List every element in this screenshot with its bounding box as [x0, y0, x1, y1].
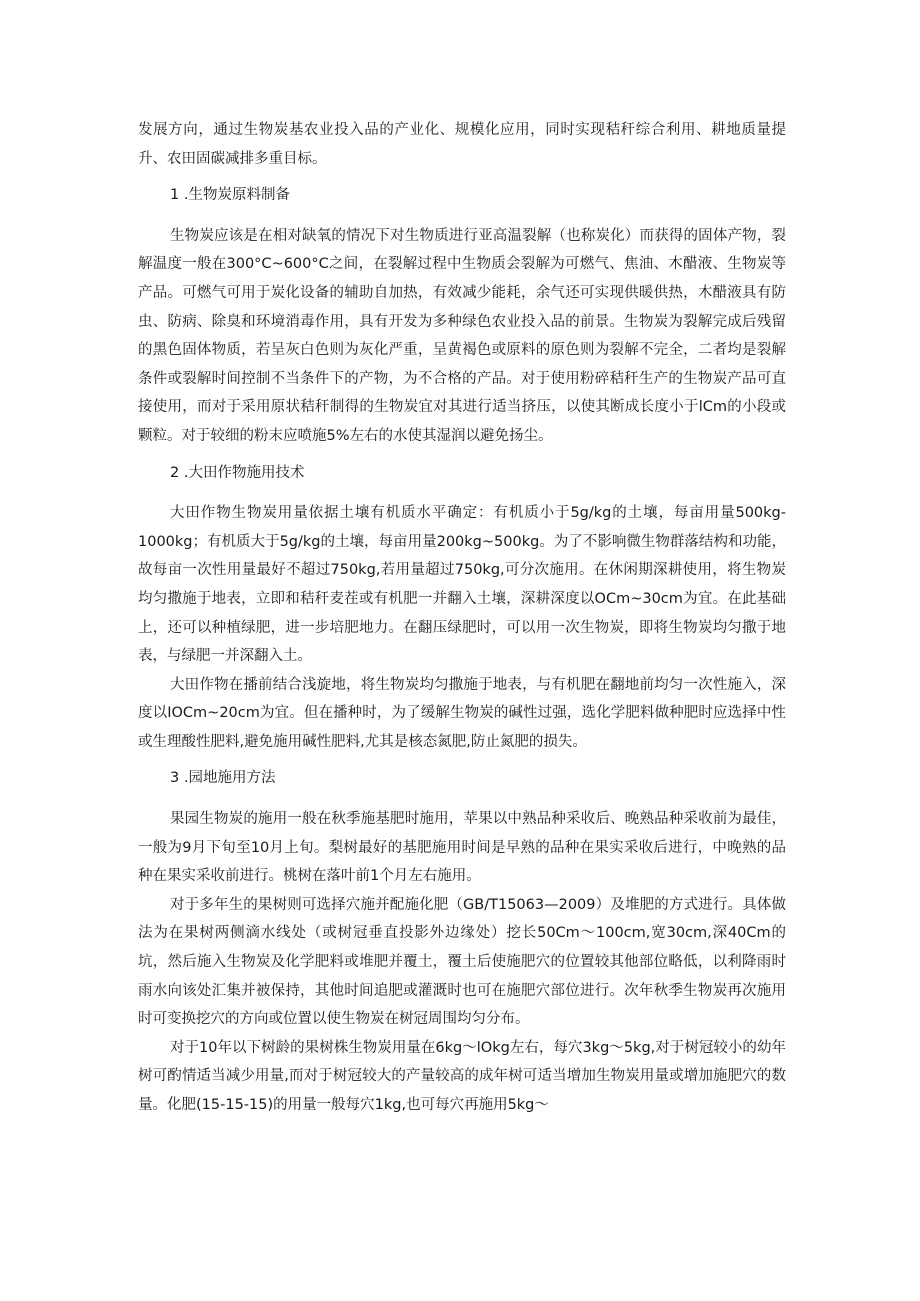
section-heading-1: 1 .生物炭原料制备: [170, 187, 290, 204]
paragraph-biochar-preparation: 生物炭应该是在相对缺氧的情况下对生物质进行亚高温裂解（也称炭化）而获得的固体产物，裂解温度一般在300°C~600°C之间，在裂解过程中生物质会裂解为可燃气、焦油、木醋液、生物炭等产品。可燃气可用于炭化设备的辅助自加热，有效减少能耗，余气还可实现供暖供热，木醋液具有防虫、防病、除臭和环境消毒作用，具有开发为多种绿色农业投入品的前景。生物炭为裂解完成后残留的黑色固体物质，若呈灰白色则为灰化严重，呈黄褐色或原料的原色则为裂解不完全，二者均是裂解条件或裂解时间控制不当条件下的产物，为不合格的产品。对于使用粉碎秸秆生产的生物炭产品可直接使用，而对于采用原状秸秆制得的生物炭宜对其进行适当挤压，以使其断成长度小于lCm的小段或颗粒。对于较细的粉末应喷施5%左右的水使其湿润以避免扬尘。: [138, 227, 786, 444]
paragraph-intro: 发展方向，通过生物炭基农业投入品的产业化、规模化应用，同时实现秸秆综合利用、耕地质量提升、农田固碳减排多重目标。: [138, 122, 786, 167]
paragraph-field-sowing: 大田作物在播前结合浅旋地，将生物炭均匀撒施于地表，与有机肥在翻地前均匀一次性施入，深度以IOCm~20cm为宜。但在播种时，为了缓解生物炭的碱性过强，选化学肥料做种肥时应选择中性或生理酸性肥料,避免施用碱性肥料,尤其是核态氮肥,防止氮肥的损失。: [138, 676, 786, 750]
paragraph-orchard-timing: 果园生物炭的施用一般在秋季施基肥时施用，苹果以中熟品种采收后、晚熟品种采收前为最佳，一般为9月下旬至10月上旬。梨树最好的基肥施用时间是早熟的品种在果实采收后进行，中晚熟的品种在果实采收前进行。桃树在落叶前1个月左右施用。: [138, 811, 786, 885]
paragraph-orchard-method: 对于多年生的果树则可选择穴施并配施化肥（GB/T15063—2009）及堆肥的方式进行。具体做法为在果树两侧滴水线处（或树冠垂直投影外边缘处）挖长50Cm～100cm,宽30cm,深40Cm的坑，然后施入生物炭及化学肥料或堆肥并覆土，覆土后使施肥穴的位置较其他部位略低，以利降雨时雨水向该处汇集并被保持，其他时间追肥或灌溉时也可在施肥穴部位进行。次年秋季生物炭再次施用时可变换挖穴的方向或位置以使生物炭在树冠周围均匀分布。: [138, 896, 786, 1028]
document-page: [138, 116, 786, 1120]
paragraph-orchard-dosage: 对于10年以下树龄的果树株生物炭用量在6kg～lOkg左右，每穴3kg～5kg,对于树冠较小的幼年树可酌情适当减少用量,而对于树冠较大的产量较高的成年树可适当增加生物炭用量或增加施肥穴的数量。化肥(15-15-15)的用量一般每穴1kg,也可每穴再施用5kg～: [138, 1039, 786, 1113]
section-heading-3: 3 .园地施用方法: [170, 770, 276, 787]
paragraph-field-dosage: 大田作物生物炭用量依据土壤有机质水平确定：有机质小于5g∕kg的土壤，每亩用量500kg-1000kg；有机质大于5g∕kg的土壤，每亩用量200kg~500kg。为了不影响微生物群落结构和功能，故每亩一次性用量最好不超过750kg,若用量超过750kg,可分次施用。在休闲期深耕使用，将生物炭均匀撒施于地表，立即和秸秆麦茬或有机肥一并翻入土壤，深耕深度以OCm~30cm为宜。在此基础上，还可以种植绿肥，进一步培肥地力。在翻压绿肥时，可以用一次生物炭，即将生物炭均匀撒于地表，与绿肥一并深翻入土。: [138, 505, 786, 665]
section-heading-2: 2 .大田作物施用技术: [170, 464, 305, 481]
